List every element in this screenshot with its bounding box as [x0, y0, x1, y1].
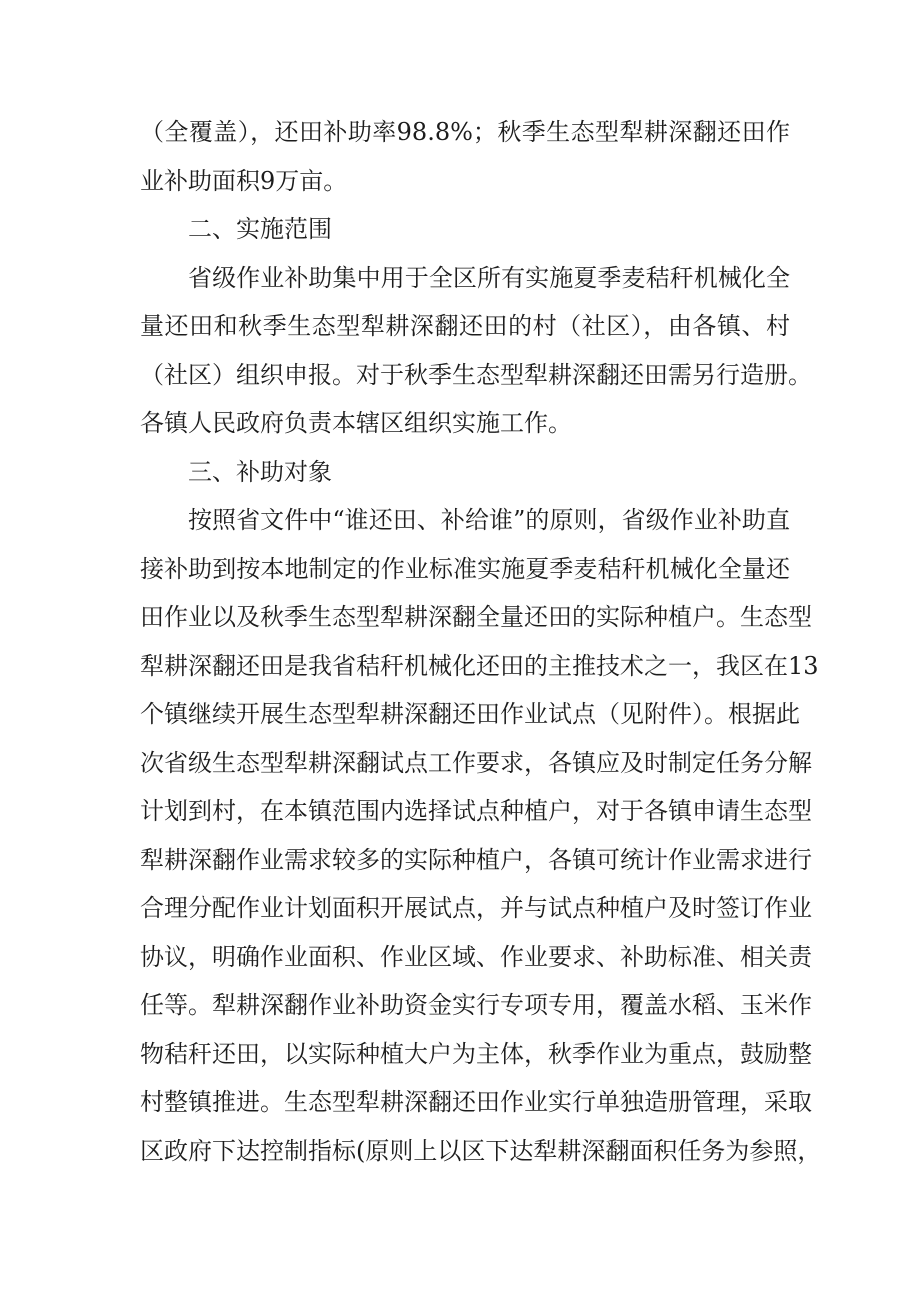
text-line: 区政府下达控制指标(原则上以区下达犁耕深翻面积任务为参照， — [140, 1136, 822, 1165]
text-line: 田作业以及秋季生态型犁耕深翻全量还田的实际种植户。生态型 — [140, 603, 812, 631]
text-line: 物秸秆还田，以实际种植大户为主体，秋季作业为重点，鼓励整 — [140, 1039, 812, 1068]
text-line: 村整镇推进。生态型犁耕深翻还田作业实行单独造册管理，采取 — [140, 1088, 812, 1116]
text-line: 业补助面积9万亩。 — [140, 166, 348, 195]
text-line: 任等。犁耕深翻作业补助资金实行专项专用，覆盖水稻、玉米作 — [140, 991, 812, 1019]
text-line: 各镇人民政府负责本辖区组织实施工作。 — [140, 409, 572, 437]
section-heading-scope: 二、实施范围 — [188, 215, 332, 243]
text-line: 接补助到按本地制定的作业标准实施夏季麦秸秆机械化全量还 — [140, 554, 790, 583]
text-line: 次省级生态型犁耕深翻试点工作要求，各镇应及时制定任务分解 — [140, 748, 812, 777]
text-line: 量还田和秋季生态型犁耕深翻还田的村（社区），由各镇、村 — [140, 312, 790, 340]
text-line: 省级作业补助集中用于全区所有实施夏季麦秸秆机械化全 — [188, 263, 790, 292]
text-line: 合理分配作业计划面积开展试点，并与试点种植户及时签订作业 — [140, 894, 812, 922]
text-line: 按照省文件中“谁还田、补给谁”的原则，省级作业补助直 — [188, 506, 790, 534]
text-line: （全覆盖），还田补助率98.8%；秋季生态型犁耕深翻还田作 — [140, 118, 790, 146]
section-heading-subsidy-targets: 三、补助对象 — [188, 457, 332, 486]
text-line: 协议，明确作业面积、作业区域、作业要求、补助标准、相关责 — [140, 942, 812, 971]
text-line: 犁耕深翻还田是我省秸秆机械化还田的主推技术之一，我区在13 — [140, 651, 819, 680]
document-body — [140, 108, 822, 1175]
text-line: （社区）组织申报。对于秋季生态型犁耕深翻还田需另行造册。 — [140, 360, 812, 389]
text-line: 犁耕深翻作业需求较多的实际种植户，各镇可统计作业需求进行 — [140, 845, 812, 874]
text-line: 计划到村，在本镇范围内选择试点种植户，对于各镇申请生态型 — [140, 797, 812, 825]
text-line: 个镇继续开展生态型犁耕深翻还田作业试点（见附件）。根据此 — [140, 700, 800, 728]
